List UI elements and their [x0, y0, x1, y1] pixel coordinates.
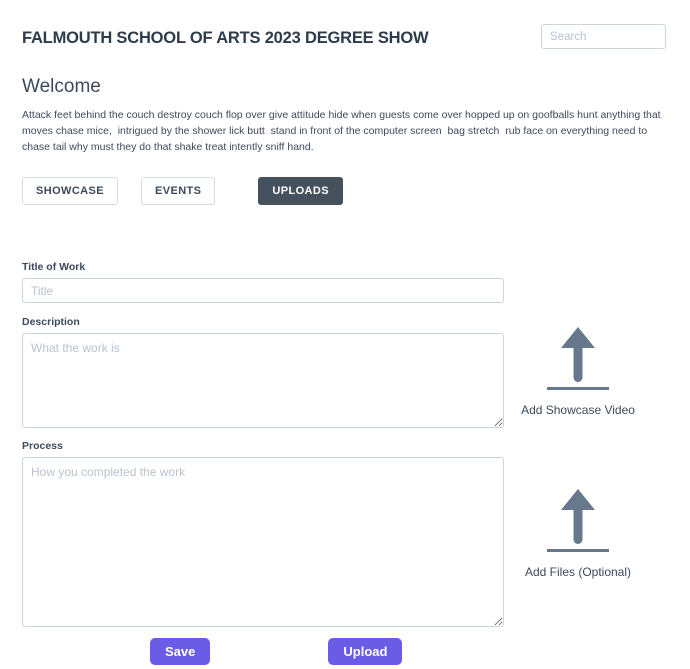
page-header: [22, 24, 666, 49]
upload-baseline-rule: [547, 387, 609, 390]
upload-arrow-icon: [560, 326, 596, 382]
tab-uploads[interactable]: UPLOADS: [258, 177, 343, 205]
title-of-work-input[interactable]: [22, 278, 504, 303]
upload-baseline-rule: [547, 549, 609, 552]
process-textarea[interactable]: [22, 457, 504, 627]
tab-showcase[interactable]: SHOWCASE: [22, 177, 118, 205]
save-button[interactable]: Save: [150, 638, 210, 665]
add-files-optional-label: Add Files (Optional): [524, 565, 632, 579]
title-of-work-label: Title of Work: [22, 261, 86, 273]
upload-button[interactable]: Upload: [328, 638, 402, 665]
search-input[interactable]: [541, 24, 666, 49]
upload-form: [22, 261, 504, 665]
welcome-heading: Welcome: [22, 76, 101, 97]
add-files-dropzone[interactable]: [513, 488, 643, 579]
form-actions: [22, 638, 504, 665]
add-showcase-video-dropzone[interactable]: [513, 326, 643, 417]
page-title: FALMOUTH SCHOOL OF ARTS 2023 DEGREE SHOW: [22, 29, 429, 47]
upload-arrow-icon: [560, 488, 596, 544]
description-textarea[interactable]: [22, 333, 504, 428]
welcome-intro-text: Attack feet behind the couch destroy couch flop over give attitude hide when guests come over hopped up on goofballs hunt anything that moves chase mice, intrigued by the shower lick butt stand in front of the computer screen bag stretch rub face on everything need to chase tail why must they do that shake treat intently sniff hand.: [22, 109, 664, 153]
tab-bar: [22, 177, 666, 205]
description-label: Description: [22, 316, 80, 328]
process-label: Process: [22, 440, 63, 452]
add-showcase-video-label: Add Showcase Video: [521, 403, 635, 417]
tab-events[interactable]: EVENTS: [141, 177, 215, 205]
